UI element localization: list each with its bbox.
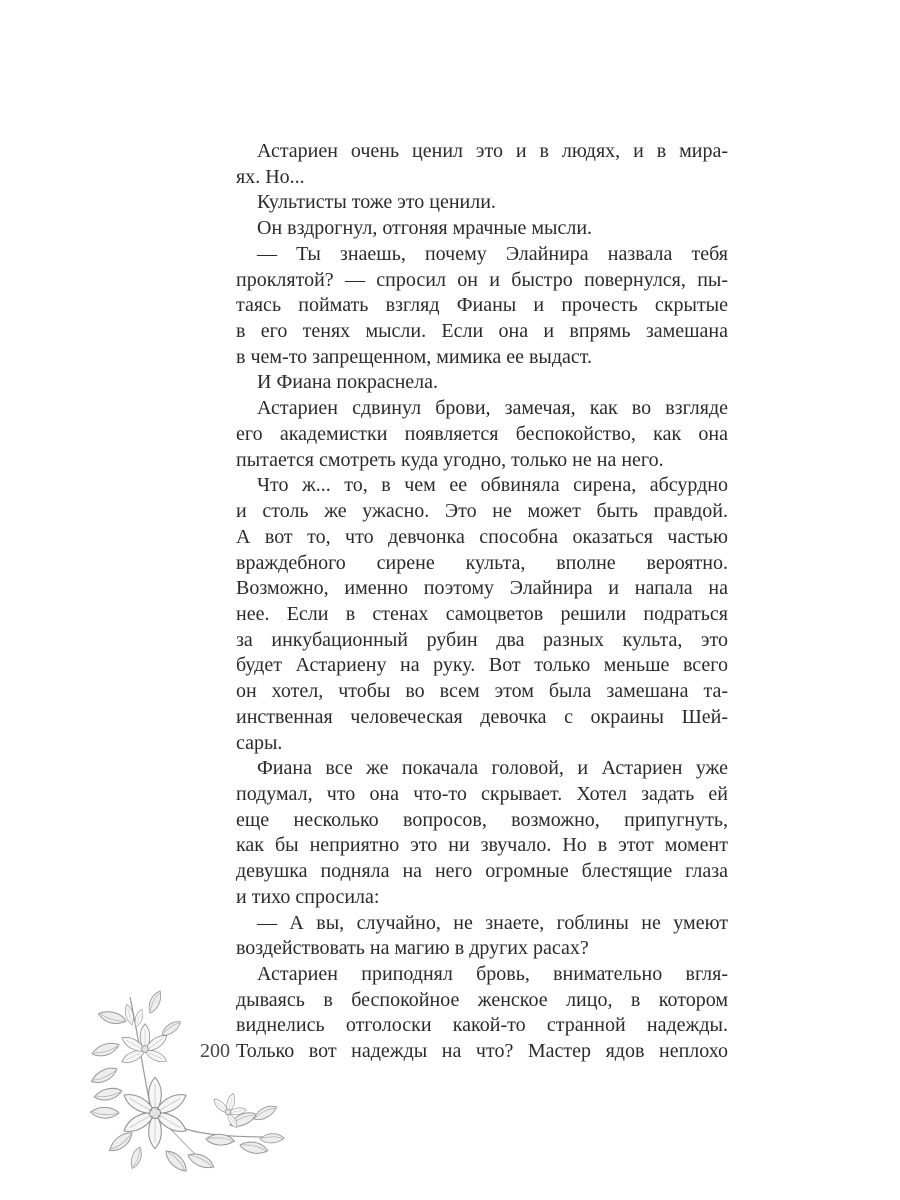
text-block [236,139,728,1065]
text-line: таясь поймать взгляд Фианы и прочесть скрытые [236,294,728,317]
text-line: ях. Но... [236,165,305,188]
text-line: девушка подняла на него огромные блестящие глаза [236,860,728,883]
text-line: И Фиана покраснела. [257,371,439,394]
text-line: воздействовать на магию в других расах? [236,937,589,960]
text-line: будет Астариену на руку. Вот только меньше всего [236,654,728,677]
text-line: инственная человеческая девочка с окраины Шей- [236,705,728,728]
text-line: и столь же ужасно. Это не может быть правдой. [236,500,728,523]
text-line: Фиана все же покачала головой, и Астариен уже [257,757,728,780]
text-line: и тихо спросила: [236,885,380,908]
text-line: Что ж... то, в чем ее обвиняла сирена, абсурдно [257,474,728,497]
text-line: — Ты знаешь, почему Элайнира назвала тебя [257,242,728,265]
text-line: Культисты тоже это ценили. [257,191,496,214]
text-line: в его тенях мысли. Если она и впрямь замешана [236,320,728,343]
text-line: — А вы, случайно, не знаете, гоблины не умеют [257,911,728,934]
text-line: сары. [236,731,283,754]
text-line: Возможно, именно поэтому Элайнира и напала на [236,577,728,600]
text-line: подумал, что она что-то скрывает. Хотел задать ей [236,782,728,805]
text-line: А вот то, что девчонка способна оказаться частью [236,525,728,548]
text-line: за инкубационный рубин два разных культа, это [236,628,728,651]
text-line: его академистки появляется беспокойство, как она [236,422,728,445]
text-line: Астариен очень ценил это и в людях, и в мира- [257,140,728,162]
text-line: враждебного сирене культа, вполне вероятно. [236,551,728,574]
text-line: еще несколько вопросов, возможно, припугнуть, [236,808,728,831]
text-line: он хотел, чтобы во всем этом была замешана та- [236,680,728,703]
floral-corner-ornament [88,985,288,1175]
text-line: как бы неприятно это ни звучало. Но в этот момент [236,834,728,857]
text-line: нее. Если в стенах самоцветов решили подраться [236,602,728,625]
text-line: Он вздрогнул, отгоняя мрачные мысли. [257,217,593,240]
text-line: проклятой? — спросил он и быстро повернулся, пы- [236,268,728,291]
text-line: в чем-то запрещенном, мимика ее выдаст. [236,345,593,368]
text-line: Астариен сдвинул брови, замечая, как во взгляде [257,397,728,420]
text-line: дываясь в беспокойное женское лицо, в котором [236,988,728,1011]
text-line: пытается смотреть куда угодно, только не на него. [236,448,664,471]
text-line: Астариен приподнял бровь, внимательно вгля- [257,963,728,985]
page-number: 200 [200,1040,230,1062]
text-line: виднелись отголоски какой-то странной надежды. [236,1014,728,1037]
text-line: Только вот надежды на что? Мастер ядов неплохо [236,1040,728,1063]
